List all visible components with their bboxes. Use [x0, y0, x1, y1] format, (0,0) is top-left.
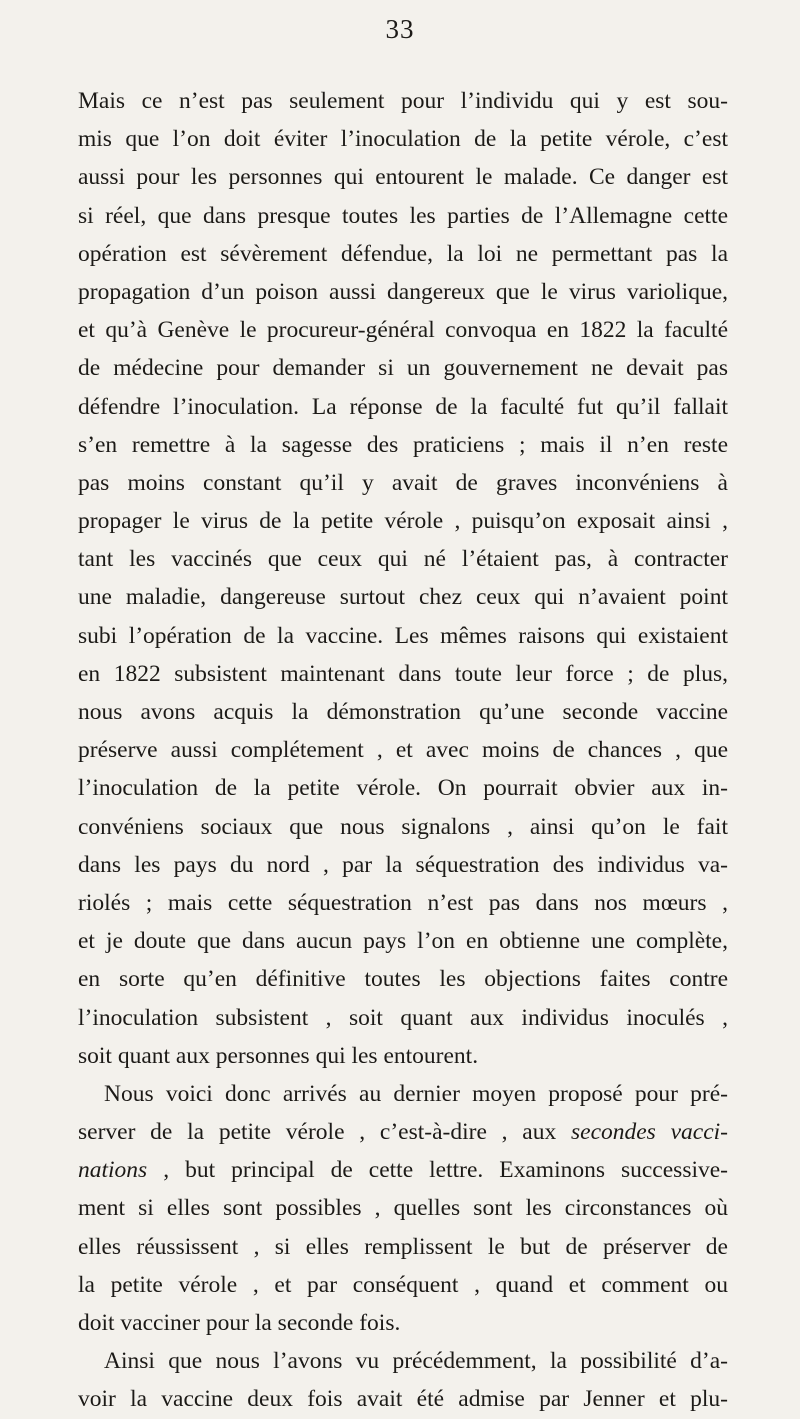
text-line: s’en remettre à la sagesse des praticiens ; mais il n’en reste: [78, 431, 728, 458]
text-line: préserve aussi complétement , et avec moins de chances , que: [78, 737, 728, 764]
text-line: ment si elles sont possibles , quelles sont les circonstances où: [78, 1195, 728, 1222]
text-line: [78, 1151, 728, 1189]
text-line: tant les vaccinés que ceux qui né l’étaient pas, à contracter: [78, 546, 728, 573]
text-line: Ainsi que nous l’avons vu précédemment, la possibilité d’a-: [104, 1348, 728, 1375]
text-line: propager le virus de la petite vérole , puisqu’on exposait ainsi ,: [78, 508, 728, 535]
text-line: et qu’à Genève le procureur-général convoqua en 1822 la faculté: [78, 317, 728, 344]
italic-run: nations: [78, 1157, 148, 1184]
text-line: opération est sévèrement défendue, la loi ne permettant pas la: [78, 240, 728, 267]
text-run: , but principal de cette lettre. Examinons successive-: [147, 1157, 728, 1184]
body-text: [78, 82, 728, 1419]
text-line: mis que l’on doit éviter l’inoculation de la petite vérole, c’est: [78, 126, 728, 153]
text-line: convéniens sociaux que nous signalons , ainsi qu’on le fait: [78, 813, 728, 840]
text-line: aussi pour les personnes qui entourent le malade. Ce danger est: [78, 164, 728, 191]
text-line: Mais ce n’est pas seulement pour l’individu qui y est sou-: [78, 88, 728, 114]
text-line: subi l’opération de la vaccine. Les mêmes raisons qui existaient: [78, 622, 728, 649]
text-line: propagation d’un poison aussi dangereux que le virus variolique,: [78, 278, 728, 305]
text-line: doit vacciner pour la seconde fois.: [78, 1310, 401, 1336]
text-line: dans les pays du nord , par la séquestration des individus va-: [78, 851, 728, 878]
text-line: une maladie, dangereuse surtout chez ceux qui n’avaient point: [78, 584, 728, 611]
text-line: de médecine pour demander si un gouvernement ne devait pas: [78, 355, 728, 382]
text-line: l’inoculation subsistent , soit quant aux individus inoculés ,: [78, 1004, 728, 1031]
text-line: Nous voici donc arrivés au dernier moyen proposé pour pré-: [104, 1080, 728, 1107]
text-line: la petite vérole , et par conséquent , quand et comment ou: [78, 1271, 728, 1298]
text-line: pas moins constant qu’il y avait de graves inconvéniens à: [78, 469, 728, 496]
text-line: voir la vaccine deux fois avait été admise par Jenner et plu-: [78, 1386, 728, 1413]
text-line: en 1822 subsistent maintenant dans toute leur force ; de plus,: [78, 660, 728, 687]
text-line: nous avons acquis la démonstration qu’une seconde vaccine: [78, 699, 728, 725]
text-line: si réel, que dans presque toutes les parties de l’Allemagne cette: [78, 202, 728, 229]
text-line: et je doute que dans aucun pays l’on en obtienne une complète,: [78, 928, 728, 955]
text-line: soit quant aux personnes qui les entourent.: [78, 1042, 479, 1069]
text-line: riolés ; mais cette séquestration n’est pas dans nos mœurs ,: [78, 889, 728, 916]
text-run: server de la petite vérole , c’est-à-dire , aux: [78, 1119, 571, 1146]
text-line: défendre l’inoculation. La réponse de la faculté fut qu’il fallait: [78, 393, 728, 420]
text-line: elles réussissent , si elles remplissent le but de préserver de: [78, 1233, 728, 1260]
italic-run: secondes vacci-: [571, 1119, 728, 1146]
text-line: en sorte qu’en définitive toutes les objections faites contre: [78, 966, 728, 993]
text-line: [78, 1113, 728, 1151]
page-number: 33: [385, 14, 415, 44]
text-line: l’inoculation de la petite vérole. On pourrait obvier aux in-: [78, 775, 728, 802]
